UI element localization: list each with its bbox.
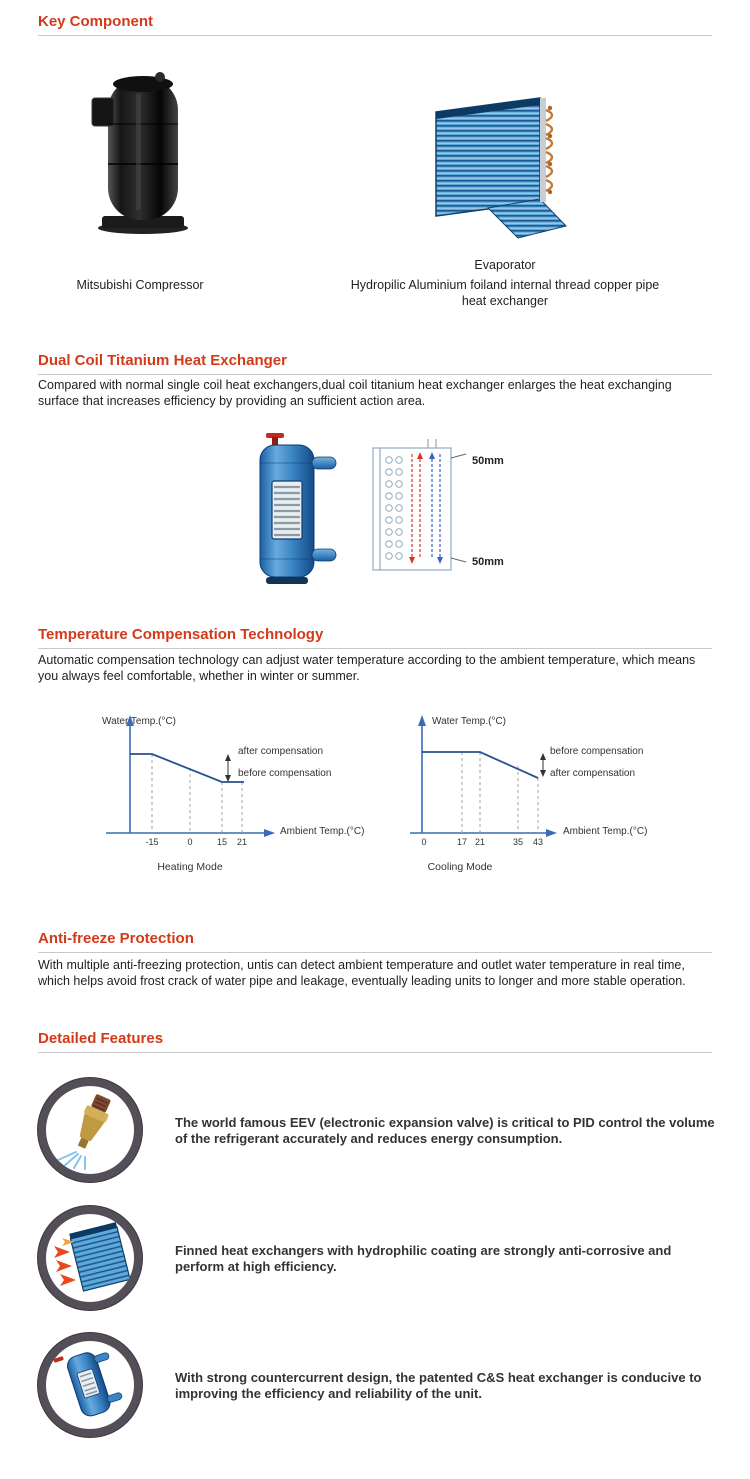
dual-coil-body: Compared with normal single coil heat exchangers,dual coil titanium heat exchanger enlarges the heat exchanging surface that increases efficiency by providing an sufficient action area. bbox=[38, 378, 672, 408]
eev-valve-image bbox=[48, 1088, 132, 1172]
x-tick: -15 bbox=[145, 837, 159, 847]
annotation-before-compensation: before compensation bbox=[238, 768, 332, 779]
coil-flow-diagram bbox=[368, 438, 468, 583]
finned-heat-exchanger-photo bbox=[38, 1206, 142, 1310]
section-title-temperature-compensation: Temperature Compensation Technology bbox=[38, 626, 712, 649]
countercurrent-heat-exchanger-image bbox=[48, 1343, 132, 1427]
temperature-compensation-body: Automatic compensation technology can adjust water temperature according to the ambient temperature, which means you always feel comfortable, whether in winter or summer. bbox=[38, 653, 696, 683]
countercurrent-heat-exchanger-photo bbox=[38, 1333, 142, 1437]
y-axis-label: Water Temp.(°C) bbox=[432, 716, 507, 727]
coil-flow-diagram-image bbox=[368, 438, 468, 578]
x-tick: 21 bbox=[474, 837, 486, 847]
x-tick: 35 bbox=[512, 837, 524, 847]
feature-text-countercurrent: With strong countercurrent design, the patented C&S heat exchanger is conducive to improving the efficiency and reliability of the unit. bbox=[175, 1370, 702, 1401]
x-tick: 15 bbox=[216, 837, 228, 847]
feature-text-eev: The world famous EEV (electronic expansion valve) is critical to PID control the volume of the refrigerant accurately and reduces energy consumption. bbox=[175, 1115, 715, 1146]
x-tick: 0 bbox=[421, 837, 427, 847]
chart-cooling-mode bbox=[400, 710, 700, 885]
heating-mode-plot bbox=[90, 710, 390, 885]
anti-freeze-body: With multiple anti-freezing protection, untis can detect ambient temperature and outlet water temperature in real time, which helps avoid frost crack of water pipe and leakage, eventually leading units to longer and more stable operation. bbox=[38, 958, 686, 988]
cooling-mode-plot bbox=[400, 710, 700, 885]
evaporator-image bbox=[430, 90, 580, 252]
compressor-photo bbox=[90, 68, 195, 245]
section-title-key-component: Key Component bbox=[38, 13, 712, 36]
x-tick: 43 bbox=[532, 837, 544, 847]
section-title-dual-coil: Dual Coil Titanium Heat Exchanger bbox=[38, 352, 712, 375]
compressor-image bbox=[90, 68, 195, 240]
evaporator-title: Evaporator bbox=[474, 258, 536, 272]
x-axis-label: Ambient Temp.(°C) bbox=[563, 826, 648, 837]
annotation-after-compensation: after compensation bbox=[550, 768, 636, 779]
compressor-caption: Mitsubishi Compressor bbox=[76, 278, 204, 292]
finned-heat-exchanger-image bbox=[48, 1216, 132, 1300]
x-axis-label: Ambient Temp.(°C) bbox=[280, 826, 365, 837]
x-tick: 21 bbox=[236, 837, 248, 847]
section-title-anti-freeze: Anti-freeze Protection bbox=[38, 930, 712, 953]
titanium-heat-exchanger-photo bbox=[248, 433, 340, 593]
dimension-label-top: 50mm bbox=[472, 455, 504, 467]
eev-valve-photo bbox=[38, 1078, 142, 1182]
evaporator-photo bbox=[430, 90, 580, 257]
annotation-before-compensation: before compensation bbox=[550, 746, 644, 757]
chart-heating-mode bbox=[90, 710, 390, 885]
x-tick: 17 bbox=[456, 837, 468, 847]
chart-caption: Cooling Mode bbox=[427, 861, 493, 873]
section-title-detailed-features: Detailed Features bbox=[38, 1030, 712, 1053]
annotation-after-compensation: after compensation bbox=[238, 746, 324, 757]
titanium-heat-exchanger-image bbox=[248, 433, 340, 588]
x-tick: 0 bbox=[187, 837, 193, 847]
chart-caption: Heating Mode bbox=[157, 861, 223, 873]
evaporator-caption: Hydropilic Aluminium foiland internal thread copper pipe heat exchanger bbox=[350, 278, 660, 308]
dimension-label-bottom: 50mm bbox=[472, 556, 504, 568]
y-axis-label: Water Temp.(°C) bbox=[102, 716, 177, 727]
feature-text-finned: Finned heat exchangers with hydrophilic coating are strongly anti-corrosive and perform at high efficiency. bbox=[175, 1243, 672, 1274]
